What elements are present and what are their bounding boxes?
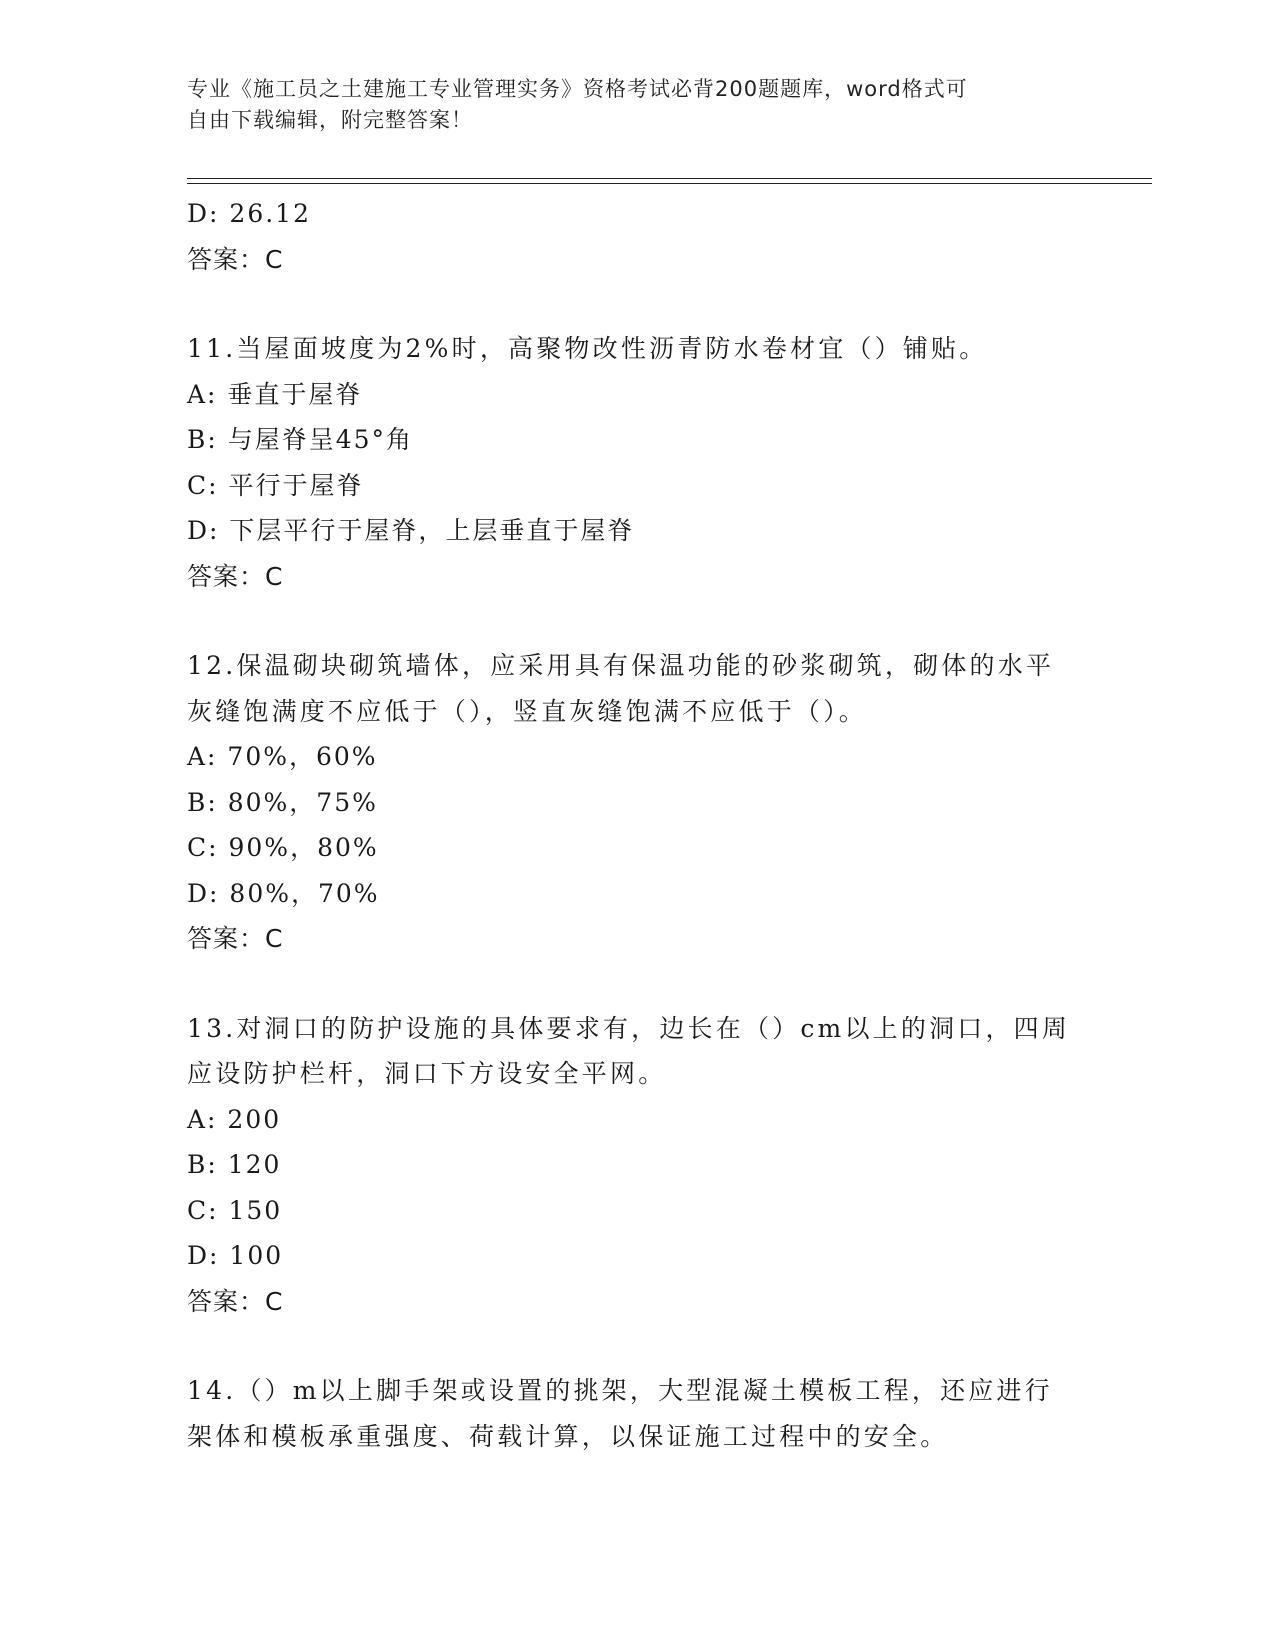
question-content [187,191,1087,1459]
answer: 答案：C [187,924,284,953]
question-block [187,1006,1087,1325]
option-a: A: 70%，60% [187,742,378,771]
question-text: 11.当屋面坡度为2%时，高聚物改性沥青防水卷材宜（）铺贴。 [187,334,988,363]
option-c: C: 平行于屋脊 [187,470,364,500]
option-d: D: 26.12 [187,199,311,228]
option-d: D: 下层平行于屋脊，上层垂直于屋脊 [187,516,635,545]
question-text: 12.保温砌块砌筑墙体，应采用具有保温功能的砂浆砌筑，砌体的水平 [187,651,1055,680]
option-b: B: 120 [187,1150,282,1179]
question-block [187,1368,1087,1459]
question-text: 架体和模板承重强度、荷载计算，以保证施工过程中的安全。 [187,1421,949,1451]
answer: 答案：C [187,244,284,274]
question-text: 应设防护栏杆，洞口下方设安全平网。 [187,1059,667,1088]
page-header [187,74,1067,136]
option-d: D: 80%，70% [187,878,380,908]
option-b: B: 80%，75% [187,787,378,817]
question-text: 13.对洞口的防护设施的具体要求有，边长在（）cm以上的洞口，四周 [187,1013,1071,1043]
option-c: C: 90%，80% [187,833,379,862]
option-a: A: 200 [187,1104,282,1134]
answer: 答案：C [187,561,284,591]
question-text: 灰缝饱满度不应低于（），竖直灰缝饱满不应低于（）。 [187,696,868,726]
question-block [187,326,1087,599]
option-a: A: 垂直于屋脊 [187,379,363,409]
question-block [187,643,1087,962]
header-divider [187,178,1152,184]
option-b: B: 与屋脊呈45°角 [187,425,414,454]
option-c: C: 150 [187,1195,283,1225]
option-d: D: 100 [187,1241,284,1270]
header-line-1: 专业《施工员之土建施工专业管理实务》资格考试必背200题题库，word格式可 [187,77,968,101]
question-text: 14.（）m以上脚手架或设置的挑架，大型混凝土模板工程，还应进行 [187,1376,1053,1405]
header-line-2: 自由下载编辑，附完整答案！ [187,108,473,132]
answer: 答案：C [187,1286,284,1316]
